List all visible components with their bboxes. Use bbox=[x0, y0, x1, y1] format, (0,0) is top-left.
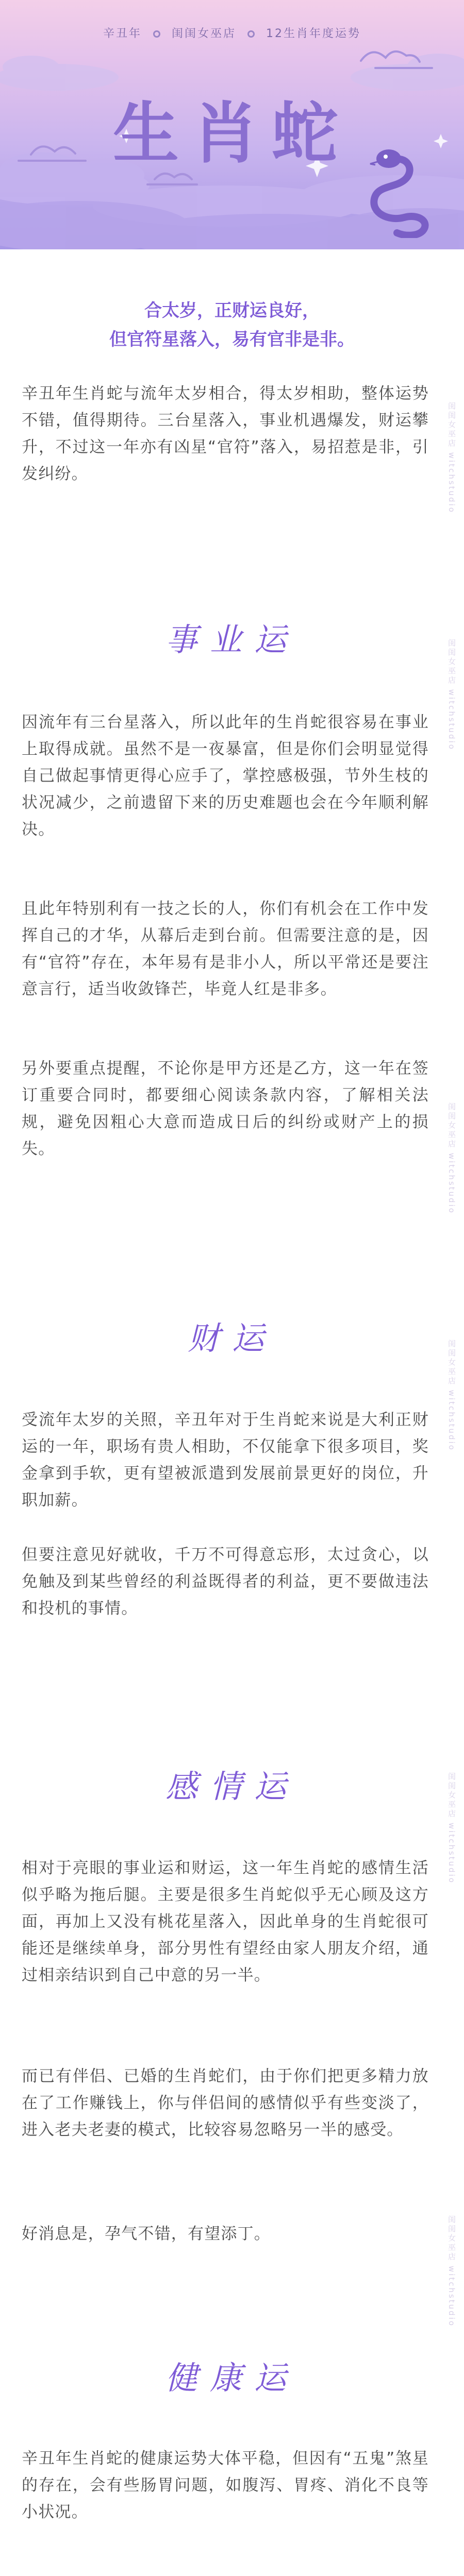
section-title-love: 感情运 bbox=[165, 1768, 299, 1805]
career-paragraph: 且此年特别利有一技之长的人，你们有机会在工作中发挥自己的才华，从幕后走到台前。但需要注意的是，因有“官符”存在，本年易有是非小人，所以平常还是要注意言行，适当收敛锋芒，毕竟人红是非多。 bbox=[22, 900, 429, 998]
side-watermark: 闺闺女巫店 witchstudio bbox=[447, 1340, 456, 1451]
subtitle-line: 但官符星落入，易有官非是非。 bbox=[109, 329, 355, 350]
subtitle-line: 合太岁，正财运良好， bbox=[144, 300, 320, 321]
side-watermark: 闺闺女巫店 witchstudio bbox=[447, 639, 456, 751]
separator-dot-icon bbox=[247, 30, 255, 38]
wealth-paragraph: 但要注意见好就收，千万不可得意忘形，太过贪心，以免触及到某些曾经的利益既得者的利益，更不要做违法和投机的事情。 bbox=[22, 1546, 429, 1618]
love-paragraph: 而已有伴侣、已婚的生肖蛇们，由于你们把更多精力放在了工作赚钱上，你与伴侣间的感情似乎有些变淡了，进入老夫老妻的模式，比较容易忽略另一半的感受。 bbox=[22, 2067, 429, 2139]
intro-subtitle bbox=[0, 296, 464, 354]
side-watermark: 闺闺女巫店 witchstudio bbox=[447, 1772, 456, 1884]
series-label: 12生肖年度运势 bbox=[266, 27, 361, 40]
section-title-health: 健康运 bbox=[165, 2359, 299, 2397]
section-title-wealth: 财运 bbox=[187, 1319, 276, 1357]
intro-paragraph: 辛丑年生肖蛇与流年太岁相合，得太岁相助，整体运势不错，值得期待。三台星落入，事业机遇爆发，财运攀升，不过这一年亦有凶星“官符”落入，易招惹是非，引发纠纷。 bbox=[22, 384, 429, 483]
side-watermark: 闺闺女巫店 witchstudio bbox=[447, 2215, 456, 2327]
year-label: 辛丑年 bbox=[103, 27, 142, 40]
career-paragraph: 因流年有三台星落入，所以此年的生肖蛇很容易在事业上取得成就。虽然不是一夜暴富，但是你们会明显觉得自己做起事情更得心应手了，掌控感极强，节外生枝的状况减少，之前遗留下来的历史难题也会在今年顺利解决。 bbox=[22, 713, 429, 839]
separator-dot-icon bbox=[153, 30, 160, 38]
wealth-paragraph: 受流年太岁的关照，辛丑年对于生肖蛇来说是大利正财运的一年，职场有贵人相助，不仅能拿下很多项目，奖金拿到手软，更有望被派遣到发展前景更好的岗位，升职加薪。 bbox=[22, 1411, 429, 1510]
love-paragraph: 好消息是，孕气不错，有望添丁。 bbox=[22, 2225, 271, 2243]
page-title: 生肖蛇 bbox=[112, 95, 351, 172]
section-title-career: 事业运 bbox=[165, 621, 299, 658]
header-top-line bbox=[0, 25, 464, 41]
snake-icon bbox=[357, 135, 444, 238]
career-paragraph: 另外要重点提醒，不论你是甲方还是乙方，这一年在签订重要合同时，都要细心阅读条款内容，了解相关法规，避免因粗心大意而造成日后的纠纷或财产上的损失。 bbox=[22, 1059, 429, 1158]
header-banner bbox=[0, 0, 464, 249]
health-paragraph: 辛丑年生肖蛇的健康运势大体平稳，但因有“五鬼”煞星的存在，会有些肠胃问题，如腹泻、胃疼、消化不良等小状况。 bbox=[22, 2449, 429, 2521]
side-watermark: 闺闺女巫店 witchstudio bbox=[447, 1103, 456, 1214]
love-paragraph: 相对于亮眼的事业运和财运，这一年生肖蛇的感情生活似乎略为拖后腿。主要是很多生肖蛇似乎无心顾及这方面，再加上又没有桃花星落入，因此单身的生肖蛇很可能还是继续单身，部分男性有望经由家人朋友介绍，通过相亲结识到自己中意的另一半。 bbox=[22, 1859, 429, 1985]
shop-name: 闺闺女巫店 bbox=[172, 27, 237, 40]
side-watermark: 闺闺女巫店 witchstudio bbox=[447, 402, 456, 514]
